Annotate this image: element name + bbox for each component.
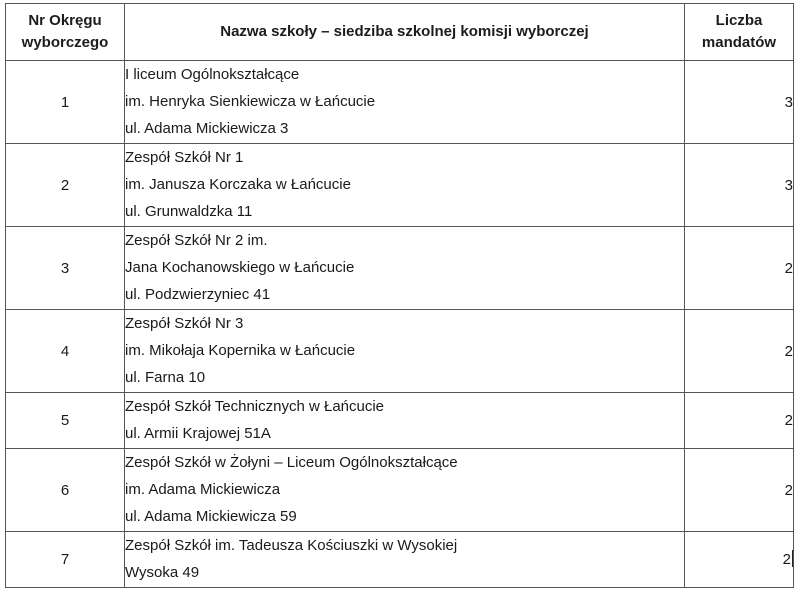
school-line: Zespół Szkół w Żołyni – Liceum Ogólnokształcące bbox=[125, 454, 458, 471]
mandates-value: 3 bbox=[784, 176, 793, 194]
school-cell bbox=[125, 310, 685, 393]
table-row bbox=[6, 310, 794, 393]
school-line: Zespół Szkół Nr 2 im. bbox=[125, 232, 268, 249]
header-school: Nazwa szkoły – siedziba szkolnej komisji wyborczej bbox=[125, 4, 685, 61]
table-row bbox=[6, 144, 794, 227]
table-row bbox=[6, 227, 794, 310]
header-mandates-line2: mandatów bbox=[701, 34, 777, 51]
header-district bbox=[6, 4, 125, 61]
table-row bbox=[6, 532, 794, 588]
district-number: 1 bbox=[6, 61, 125, 144]
table-row bbox=[6, 61, 794, 144]
school-line: ul. Adama Mickiewicza 59 bbox=[125, 508, 297, 525]
mandates-cell[interactable] bbox=[685, 449, 794, 532]
district-number: 6 bbox=[6, 449, 125, 532]
district-number: 3 bbox=[6, 227, 125, 310]
school-line: Zespół Szkół im. Tadeusza Kościuszki w Wysokiej bbox=[125, 537, 458, 554]
school-line: ul. Grunwaldzka 11 bbox=[125, 203, 253, 220]
mandates-cell[interactable] bbox=[685, 227, 794, 310]
header-row bbox=[6, 4, 794, 61]
school-line: Zespół Szkół Nr 3 bbox=[125, 315, 244, 332]
district-number: 4 bbox=[6, 310, 125, 393]
school-line: im. Henryka Sienkiewicza w Łańcucie bbox=[125, 93, 376, 110]
mandates-cell[interactable] bbox=[685, 61, 794, 144]
mandates-cell[interactable] bbox=[685, 310, 794, 393]
school-line: ul. Adama Mickiewicza 3 bbox=[125, 120, 289, 137]
header-district-line2: wyborczego bbox=[21, 34, 109, 51]
mandates-value: 2 bbox=[784, 412, 793, 429]
school-line: ul. Farna 10 bbox=[125, 369, 206, 386]
header-mandates bbox=[685, 4, 794, 61]
table-row bbox=[6, 393, 794, 449]
district-number: 5 bbox=[6, 393, 125, 449]
text-cursor bbox=[792, 550, 793, 567]
mandates-cell[interactable] bbox=[685, 144, 794, 227]
header-district-line1: Nr Okręgu bbox=[28, 12, 102, 29]
school-line: ul. Podzwierzyniec 41 bbox=[125, 286, 271, 303]
mandates-value: 2 bbox=[782, 551, 791, 568]
school-line: I liceum Ogólnokształcące bbox=[125, 66, 300, 83]
mandates-value: 3 bbox=[784, 93, 793, 111]
mandates-cell[interactable] bbox=[685, 532, 794, 588]
district-number: 2 bbox=[6, 144, 125, 227]
school-cell bbox=[125, 144, 685, 227]
school-line: ul. Armii Krajowej 51A bbox=[125, 425, 271, 442]
school-line: im. Janusza Korczaka w Łańcucie bbox=[125, 176, 351, 193]
school-line: Wysoka 49 bbox=[125, 564, 200, 581]
school-cell bbox=[125, 227, 685, 310]
school-cell bbox=[125, 61, 685, 144]
school-cell bbox=[125, 532, 685, 588]
mandates-value: 2 bbox=[784, 259, 793, 277]
mandates-cell[interactable] bbox=[685, 393, 794, 449]
school-line: Jana Kochanowskiego w Łańcucie bbox=[125, 259, 355, 276]
table-row bbox=[6, 449, 794, 532]
mandates-value: 2 bbox=[784, 342, 793, 360]
header-mandates-line1: Liczba bbox=[715, 12, 763, 29]
school-cell bbox=[125, 393, 685, 449]
districts-table bbox=[5, 3, 794, 588]
school-cell bbox=[125, 449, 685, 532]
school-line: Zespół Szkół Technicznych w Łańcucie bbox=[125, 398, 385, 415]
school-line: im. Adama Mickiewicza bbox=[125, 481, 281, 498]
district-number: 7 bbox=[6, 532, 125, 588]
school-line: im. Mikołaja Kopernika w Łańcucie bbox=[125, 342, 356, 359]
mandates-value: 2 bbox=[784, 481, 793, 499]
school-line: Zespół Szkół Nr 1 bbox=[125, 149, 244, 166]
